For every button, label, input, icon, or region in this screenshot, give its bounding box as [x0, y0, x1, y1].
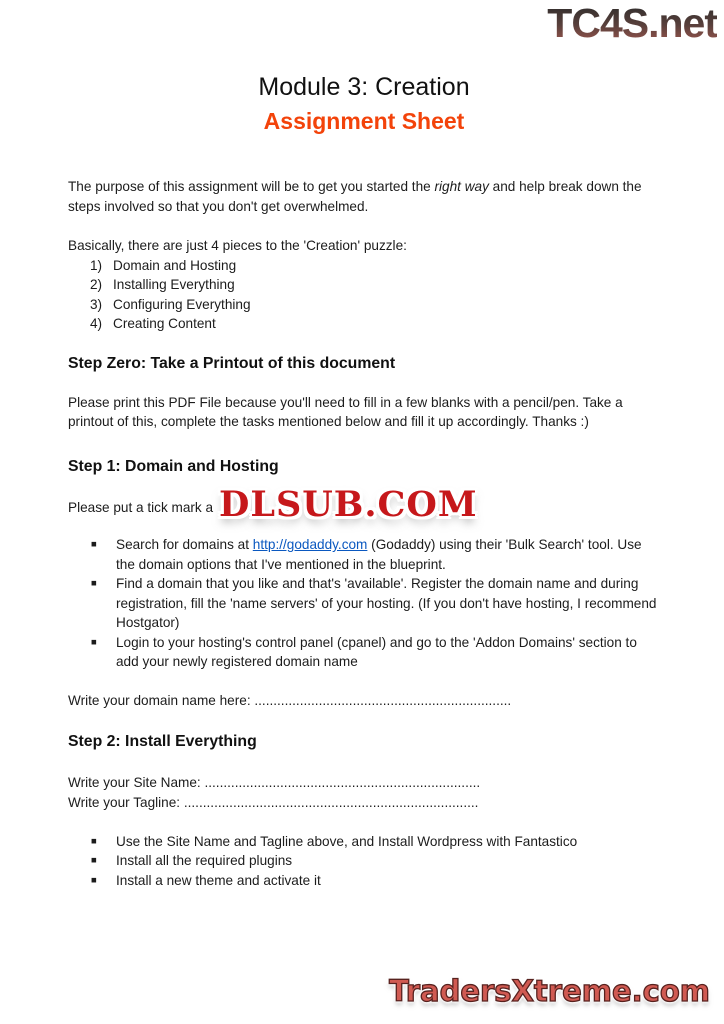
bullet-item [68, 832, 660, 852]
puzzle-intro: Basically, there are just 4 pieces to the 'Creation' puzzle: [68, 238, 407, 253]
bullet-text-post: (Godaddy) using their 'Bulk Search' tool. Use the domain options that I've mentioned in the blueprint. [116, 537, 642, 572]
bullet-text: Find a domain that you like and that's 'available'. Register the domain name and during registration, fill the 'name servers' of your hosting. (If you don't have hosting, I recommend Hostgator) [116, 576, 657, 630]
step-two-heading: Step 2: Install Everything [68, 733, 257, 750]
list-item-label: Domain and Hosting [113, 257, 237, 273]
bullet-item [68, 871, 660, 891]
bullet-text: Install all the required plugins [116, 853, 293, 868]
site-name-write-line: Write your Site Name: ......................................................................... [68, 775, 481, 790]
list-item [68, 275, 660, 295]
list-item-label: Creating Content [113, 316, 216, 331]
tick-instruction: Please put a tick mark a [68, 499, 214, 515]
intro-text-italic: right way [434, 179, 489, 194]
page-title: Module 3: Creation [258, 73, 470, 101]
bullet-text [116, 535, 660, 574]
square-bullet-icon: ■ [91, 855, 97, 866]
intro-text-pre: The purpose of this assignment will be to get you started the [68, 179, 435, 194]
square-bullet-icon: ■ [91, 835, 97, 847]
list-number: 1) [90, 257, 103, 273]
square-bullet-icon: ■ [91, 539, 97, 550]
document-content [68, 0, 660, 890]
step-two-bullet-list [68, 832, 660, 891]
tradersxtreme-logo: TradersXtreme.com [389, 974, 710, 1008]
list-item [68, 314, 660, 334]
list-number: 3) [90, 296, 103, 312]
godaddy-link[interactable]: http://godaddy.com [252, 537, 368, 552]
step-one-bullet-list [68, 535, 660, 672]
list-item-label: Installing Everything [113, 277, 235, 292]
bullet-text: Use the Site Name and Tagline above, and Install Wordpress with Fantastico [116, 833, 578, 849]
page-subtitle: Assignment Sheet [263, 108, 465, 134]
bullet-item [68, 633, 660, 672]
list-item [68, 256, 660, 276]
bullet-item [68, 851, 660, 871]
list-number: 2) [90, 277, 103, 292]
bullet-text-pre: Search for domains at [116, 537, 253, 552]
intro-paragraph [68, 177, 660, 216]
square-bullet-icon: ■ [91, 874, 97, 886]
dlsub-watermark: DLSUB.COM [219, 484, 478, 525]
list-item-label: Configuring Everything [113, 296, 251, 312]
intro-text-post: and help break down the steps involved so that you don't get overwhelmed. [68, 179, 642, 214]
bullet-text: Install a new theme and activate it [116, 872, 321, 888]
bullet-text: Login to your hosting's control panel (cpanel) and go to the 'Addon Domains' section to add your newly registered domain name [116, 634, 637, 669]
bullet-item [68, 574, 660, 633]
puzzle-list [68, 256, 660, 334]
square-bullet-icon: ■ [91, 578, 97, 589]
tagline-write-line: Write your Tagline: .............................................................................. [68, 795, 479, 810]
step-zero-paragraph: Please print this PDF File because you'll need to fill in a few blanks with a pencil/pen. Take a printout of this, complete the tasks mentioned below and fill it up accordingly. Thanks :) [68, 394, 623, 429]
domain-write-line: Write your domain name here: .................................................................... [68, 692, 512, 708]
list-item [68, 295, 660, 315]
bullet-item [68, 535, 660, 574]
step-zero-heading: Step Zero: Take a Printout of this document [68, 354, 396, 372]
step-one-heading: Step 1: Domain and Hosting [68, 457, 279, 475]
square-bullet-icon: ■ [91, 636, 97, 648]
list-number: 4) [90, 316, 103, 331]
tc4s-net-logo: TC4S.net [547, 0, 717, 46]
